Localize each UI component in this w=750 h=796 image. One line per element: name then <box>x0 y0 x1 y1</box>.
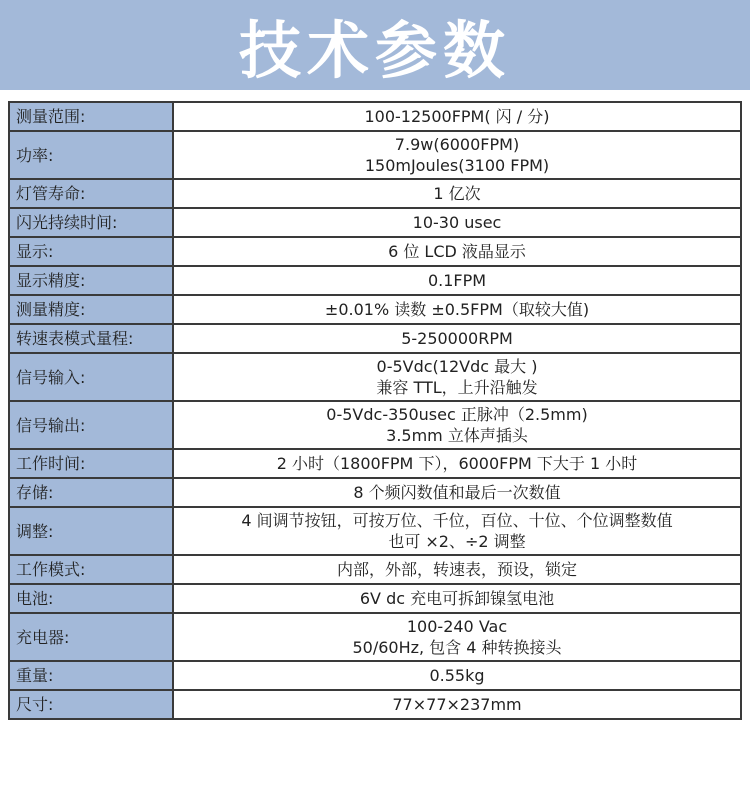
spec-row <box>9 613 741 661</box>
spec-value-line: 内部，外部，转速表，预设，锁定 <box>336 560 577 579</box>
spec-label: 存储: <box>9 478 173 507</box>
spec-value <box>173 584 741 613</box>
spec-row <box>9 295 741 324</box>
spec-row <box>9 237 741 266</box>
spec-value-line: 7.9w(6000FPM) <box>394 135 520 154</box>
spec-row <box>9 401 741 449</box>
spec-value <box>173 507 741 555</box>
spec-label: 尺寸: <box>9 690 173 719</box>
spec-value-line: 2 小时（1800FPM 下），6000FPM 下大于 1 小时 <box>276 454 638 473</box>
spec-value-line: 3.5mm 立体声插头 <box>386 426 528 445</box>
spec-value-line: 77×77×237mm <box>392 695 522 714</box>
spec-value-line: 150mJoules(3100 FPM) <box>364 156 550 175</box>
spec-value-line: 0-5Vdc(12Vdc 最大 ) <box>376 357 538 376</box>
spec-value-line: 也可 ×2、÷2 调整 <box>388 532 526 551</box>
spec-value <box>173 102 741 131</box>
spec-label: 功率: <box>9 131 173 179</box>
spec-label: 显示: <box>9 237 173 266</box>
spec-label: 转速表模式量程: <box>9 324 173 353</box>
spec-value <box>173 295 741 324</box>
spec-value <box>173 131 741 179</box>
spec-value-line: 0.1FPM <box>427 271 487 290</box>
spec-value <box>173 237 741 266</box>
spec-table <box>8 101 742 720</box>
spec-label: 重量: <box>9 661 173 690</box>
spec-value-line: 100-240 Vac <box>406 617 508 636</box>
spec-value <box>173 179 741 208</box>
spec-value-line: 50/60Hz, 包含 4 种转换接头 <box>352 638 562 657</box>
spec-label: 灯管寿命: <box>9 179 173 208</box>
spec-label: 信号输出: <box>9 401 173 449</box>
spec-value-line: 6 位 LCD 液晶显示 <box>388 242 526 261</box>
spec-row <box>9 449 741 478</box>
spec-value <box>173 661 741 690</box>
spec-label: 工作模式: <box>9 555 173 584</box>
spec-value-line: 8 个频闪数值和最后一次数值 <box>353 483 561 502</box>
page-title: 技术参数 <box>238 13 511 87</box>
spec-value <box>173 449 741 478</box>
spec-value-line: 4 间调节按钮，可按万位、千位，百位、十位、个位调整数值 <box>241 511 673 530</box>
spec-row <box>9 208 741 237</box>
spec-row <box>9 555 741 584</box>
spec-value <box>173 353 741 401</box>
spec-value-line: 6V dc 充电可拆卸镍氢电池 <box>359 589 555 608</box>
spec-table-body <box>9 102 741 719</box>
spec-value-line: 10-30 usec <box>412 213 502 232</box>
spec-row <box>9 324 741 353</box>
spec-label: 电池: <box>9 584 173 613</box>
spec-label: 闪光持续时间: <box>9 208 173 237</box>
spec-value-line: 0-5Vdc-350usec 正脉冲（2.5mm) <box>326 405 588 424</box>
spec-row <box>9 131 741 179</box>
spec-row <box>9 661 741 690</box>
spec-value <box>173 613 741 661</box>
spec-value-line: ±0.01% 读数 ±0.5FPM（取较大值) <box>324 300 590 319</box>
spec-label: 充电器: <box>9 613 173 661</box>
spec-row <box>9 690 741 719</box>
spec-row <box>9 179 741 208</box>
spec-value-line: 5-250000RPM <box>401 329 513 348</box>
spec-label: 显示精度: <box>9 266 173 295</box>
spec-row <box>9 102 741 131</box>
spec-value <box>173 401 741 449</box>
spec-label: 信号输入: <box>9 353 173 401</box>
header-banner <box>0 0 750 90</box>
spec-value <box>173 478 741 507</box>
spec-label: 测量范围: <box>9 102 173 131</box>
spec-row <box>9 478 741 507</box>
spec-row <box>9 507 741 555</box>
spec-row <box>9 266 741 295</box>
spec-value <box>173 690 741 719</box>
spec-row <box>9 584 741 613</box>
spec-value <box>173 324 741 353</box>
spec-label: 测量精度: <box>9 295 173 324</box>
spec-row <box>9 353 741 401</box>
spec-value-line: 1 亿次 <box>433 184 481 203</box>
spec-value-line: 0.55kg <box>429 666 485 685</box>
spec-value <box>173 208 741 237</box>
spec-label: 调整: <box>9 507 173 555</box>
spec-value <box>173 266 741 295</box>
spec-value-line: 兼容 TTL，上升沿触发 <box>376 378 538 397</box>
spec-value-line: 100-12500FPM( 闪 / 分) <box>364 107 550 126</box>
spec-label: 工作时间: <box>9 449 173 478</box>
spec-value <box>173 555 741 584</box>
